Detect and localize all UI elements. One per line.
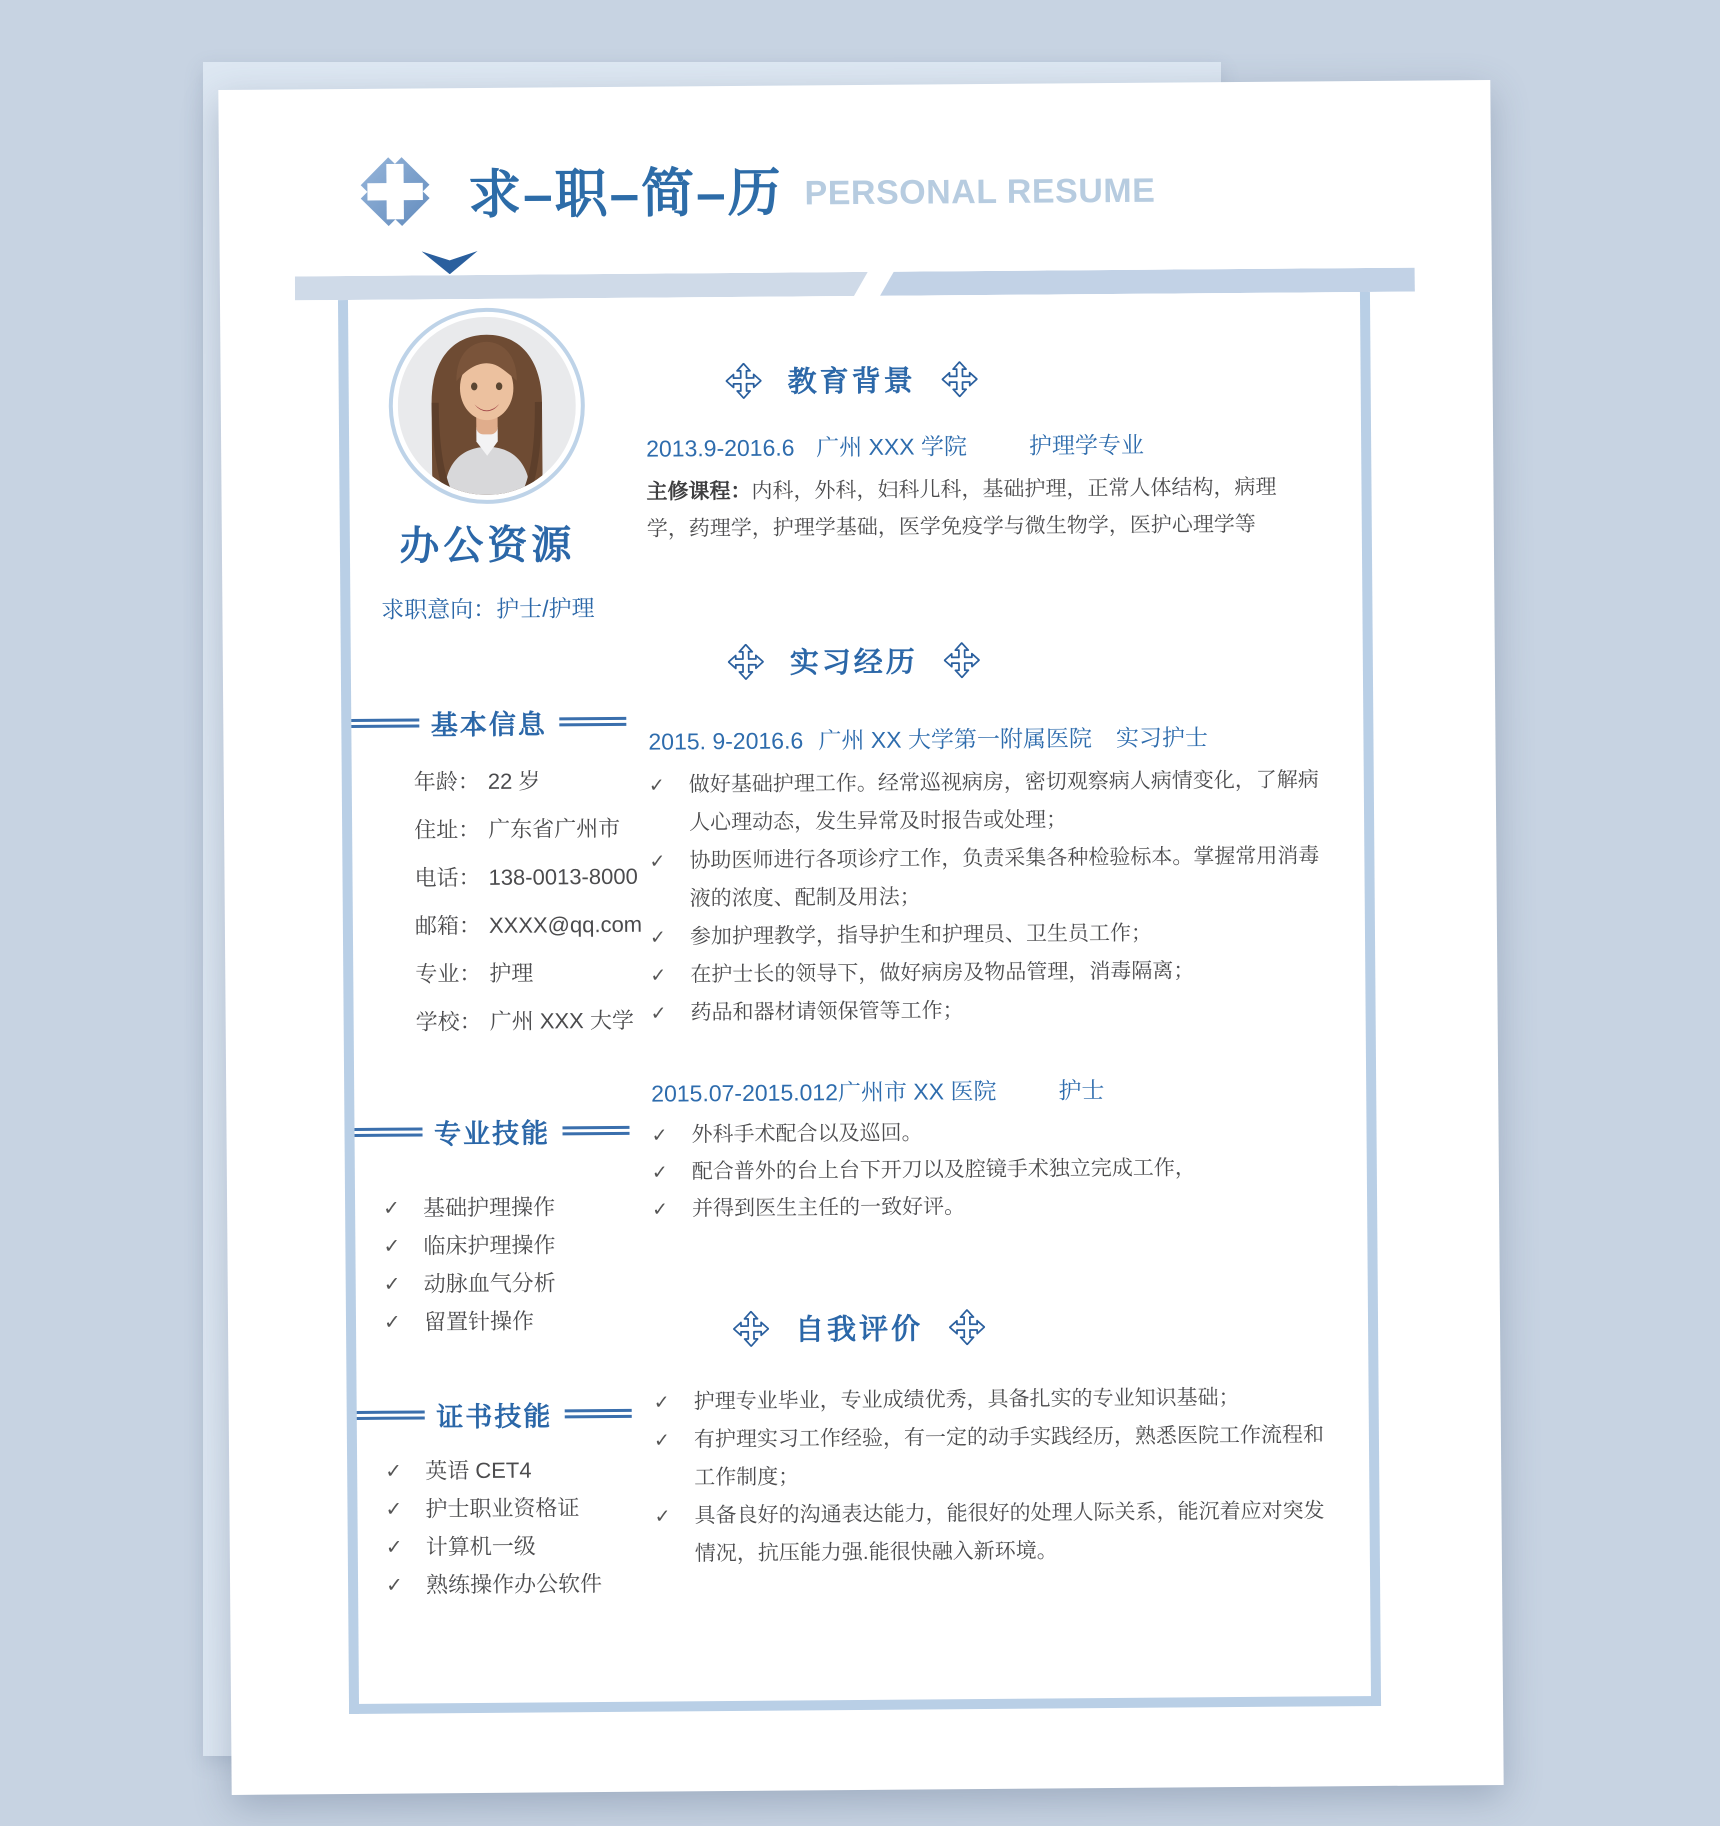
courses-label: 主修课程： [646,479,752,504]
education-title: 教育背景 [787,365,916,399]
move-cross-icon [949,1309,985,1345]
education-courses [632,469,1295,548]
section-heading-skills [354,1111,629,1152]
bullet-item: ✓ 在护士长的领导下，做好病房及物品管理，消毒隔离； [650,951,1331,994]
bullet-item: ✓ 具备良好的沟通表达能力，能很好的处理人际关系，能沉着应对突发情况，抗压能力强.能很快融入新环境。 [654,1499,1325,1566]
evaluation-bullets [639,1378,1336,1573]
check-icon: ✓ [383,1197,400,1220]
section-heading-education [631,357,1071,401]
sidebar [348,297,643,1704]
main-column [623,291,1371,1702]
bullet-item: ✓ 配合普外的台上台下开刀以及腔镜手术独立完成工作， [652,1148,1333,1190]
evaluation-title: 自我评价 [794,1313,924,1347]
info-row: 住址： 广东省广州市 [414,815,621,843]
education-entry [632,428,1313,463]
double-line-left [357,1410,425,1420]
down-arrow-icon [422,251,478,274]
page-title: 求–职–简–历 [467,163,783,226]
internship-title: 实习经历 [789,646,918,680]
check-icon: ✓ [652,1199,669,1221]
check-icon: ✓ [650,965,667,987]
job-intention-label: 求职意向： [381,595,497,623]
check-icon: ✓ [653,1392,670,1414]
job-intention-value: 护士/护理 [496,595,595,622]
internship-1-bullets [635,761,1333,1032]
check-icon: ✓ [649,851,666,873]
internship-2-bullets [637,1111,1334,1227]
double-line-right [559,717,627,727]
courses-text: 内科，外科，妇科儿科，基础护理，正常人体结构，病理学，药理学，护理学基础，医学免疫学与微生物学，医护心理学等 [646,475,1277,541]
info-row: 学校： 广州 XXX 大学 [415,1007,635,1035]
move-cross-icon [728,643,764,679]
profile-photo [388,307,586,505]
resume-page [218,80,1503,1795]
internship-entry-1 [634,721,1315,756]
bullet-item: ✓ 外科手术配合以及巡回。 [651,1111,1332,1153]
bullet-item: ✓ 并得到医生主任的一致好评。 [652,1185,1333,1227]
bullet-item: ✓ 药品和器材请领保管等工作； [650,989,1331,1032]
check-icon: ✓ [385,1536,403,1559]
double-line-right [562,1126,630,1136]
candidate-name: 办公资源 [399,523,576,569]
certs-title: 证书技能 [436,1401,553,1433]
person-portrait [397,316,576,495]
certs-list [357,1451,633,1605]
info-row: 年龄： 22 岁 [413,768,541,795]
cert-item: ✓ 熟练操作办公软件 [386,1565,633,1605]
skill-item: ✓ 基础护理操作 [383,1188,630,1228]
bullet-item: ✓ 参加护理教学，指导护生和护理员、卫生员工作； [650,913,1331,956]
check-icon: ✓ [651,1125,668,1147]
check-icon: ✓ [385,1460,403,1483]
header [352,143,1156,235]
check-icon: ✓ [383,1273,401,1296]
job-role: 护士 [1058,1077,1105,1104]
section-heading-internship [634,638,1074,682]
cert-item: ✓ 护士职业资格证 [385,1489,632,1529]
check-icon: ✓ [383,1311,401,1334]
bullet-item: ✓ 协助医师进行各项诊疗工作，负责采集各种检验标本。掌握常用消毒液的浓度、配制及用法； [649,844,1320,911]
cert-item: ✓ 计算机一级 [386,1527,633,1567]
skill-item: ✓ 动脉血气分析 [384,1264,631,1304]
bullet-item: ✓ 护理专业毕业，专业成绩优秀，具备扎实的专业知识基础； [653,1378,1334,1421]
job-intention [350,590,625,625]
info-row: 邮箱： XXXX@qq.com [414,911,643,939]
skills-list [355,1188,631,1342]
job-period: 2015.07-2015.012 [651,1079,839,1107]
education-school: 广州 XXX 学院 [816,433,968,461]
check-icon: ✓ [650,1003,667,1025]
check-icon: ✓ [653,1430,670,1452]
double-line-left [351,718,419,728]
skill-item: ✓ 留置针操作 [384,1302,631,1342]
section-heading-evaluation [639,1305,1079,1349]
double-line-right [564,1409,632,1419]
job-org: 广州市 XX 医院 [837,1077,997,1106]
page-subtitle: PERSONAL RESUME [804,171,1156,212]
check-icon: ✓ [385,1574,403,1597]
job-role: 实习护士 [1115,724,1209,751]
check-icon: ✓ [383,1235,401,1258]
cert-item: ✓ 英语 CET4 [385,1451,632,1491]
content [348,291,1371,1704]
move-cross-icon [944,642,980,678]
info-row: 电话： 138-0013-8000 [414,863,638,891]
check-icon: ✓ [385,1498,403,1521]
bullet-item: ✓ 有护理实习工作经验，有一定的动手实践经历，熟悉医院工作流程和工作制度； [653,1423,1325,1490]
skills-title: 专业技能 [433,1118,551,1150]
check-icon: ✓ [648,775,665,797]
skill-item: ✓ 临床护理操作 [383,1226,630,1266]
education-period: 2013.9-2016.6 [646,434,795,462]
job-org: 广州 XX 大学第一附属医院 [818,725,1093,754]
double-line-left [354,1127,422,1137]
basic-info-list [352,757,643,1047]
basic-info-title: 基本信息 [430,709,547,741]
move-cross-icon [733,1310,769,1346]
move-cross-icon [941,361,977,397]
internship-entry-2 [637,1073,1318,1108]
education-major: 护理学专业 [1028,431,1145,459]
bullet-item: ✓ 做好基础护理工作。经常巡视病房，密切观察病人病情变化，了解病人心理动态，发生异常及时报告或处理； [648,768,1319,835]
move-cross-icon [725,362,761,398]
medical-cross-logo-icon [352,148,439,235]
section-heading-certs [357,1394,632,1435]
check-icon: ✓ [654,1506,671,1528]
job-period: 2015. 9-2016.6 [648,727,804,755]
section-heading-basic-info [351,702,626,743]
info-row: 专业： 护理 [415,960,534,987]
check-icon: ✓ [649,927,667,949]
check-icon: ✓ [651,1162,668,1184]
